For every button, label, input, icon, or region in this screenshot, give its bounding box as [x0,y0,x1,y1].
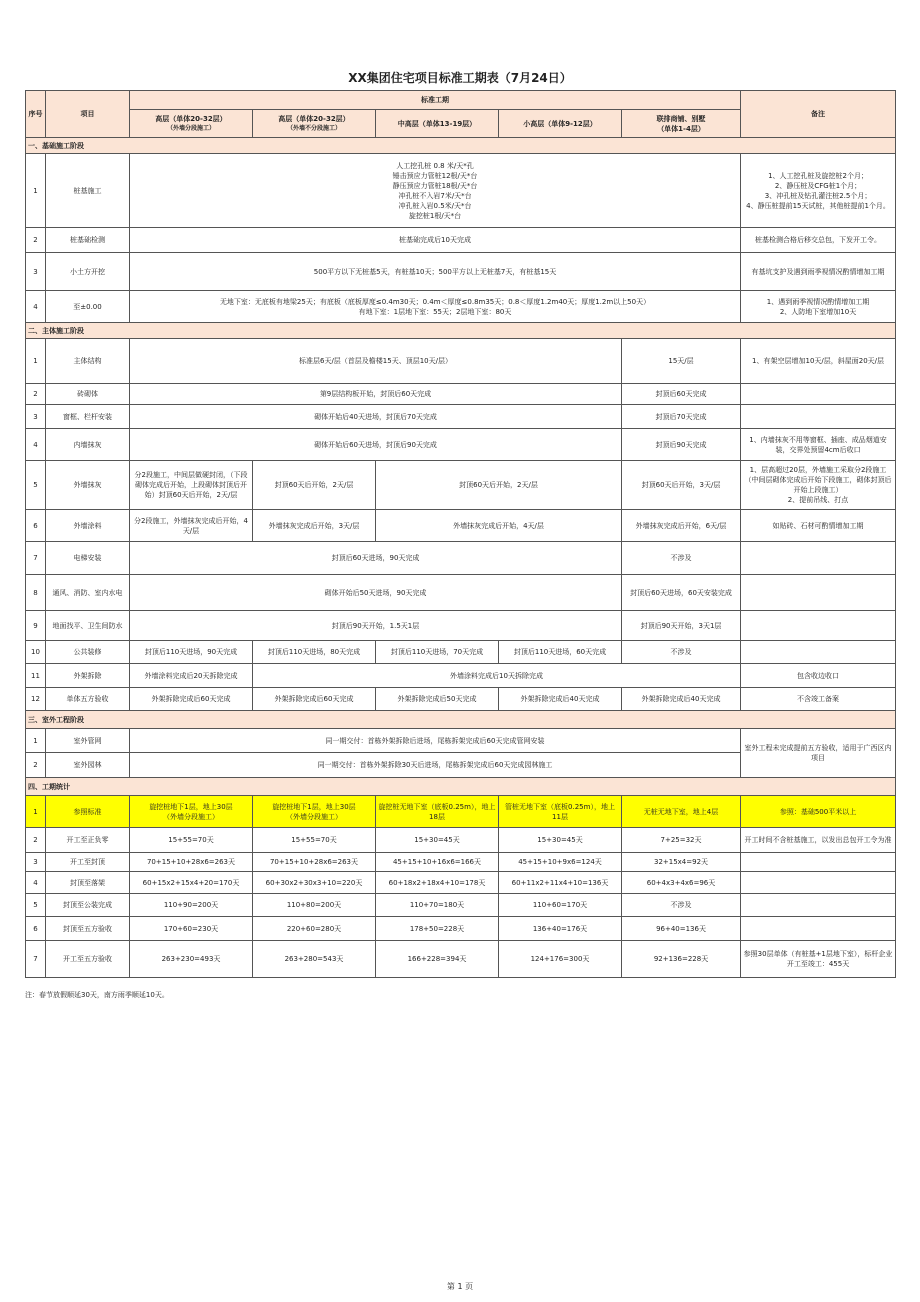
header-col5: 联排商铺、别墅 （单体1-4层） [622,110,741,138]
table-row: 12 单体五方验收 外架拆除完成后60天完成 外架拆除完成后60天完成 外架拆除完成后50天完成 外架拆除完成后40天完成 外架拆除完成后40天完成 不含竣工备案 [26,688,896,711]
schedule-table [25,90,896,978]
table-row: 1 主体结构 标准层6天/层（首层及檐楼15天、顶层10天/层） 15天/层 1、有架空层增加10天/层，斜屋面20天/层 [26,339,896,384]
table-row: 1 参照标准 旋挖桩地下1层，地上30层 （外墙分段施工） 旋挖桩地下1层，地上30层 （外墙分段施工） 旋挖桩无地下室（底板0.25m），地上18层 管桩无地下室（底板0.25m），地上11层 无桩无地下室，地上4层 参照：基础500平米以上 [26,796,896,828]
table-row: 1 室外管网 同一期交付：首栋外架拆除后进场，尾栋拆架完成后60天完成管网安装 室外工程未完成提前五方验收，适用于广西区内项目 [26,729,896,753]
table-row: 2 室外园林 同一期交付：首栋外架拆除30天后进场，尾栋拆架完成后60天完成园林施工 [26,753,896,778]
section-title: 三、室外工程阶段 [26,711,896,729]
header-col4: 小高层（单体9-12层） [499,110,622,138]
table-row: 2 桩基础检测 桩基础完成后10天完成 桩基检测合格后移交总包，下发开工令。 [26,228,896,253]
footnote: 注：春节放假顺延30天，南方雨季顺延10天。 [25,991,169,999]
table-row: 9 地面找平、卫生间防水 封顶后90天开始，1.5天1层 封顶后90天开始，3天1层 [26,611,896,641]
table-row: 2 砖砌体 第9层结构板开始，封顶后60天完成 封顶后60天完成 [26,384,896,405]
table-row: 10 公共装修 封顶后110天进场，90天完成 封顶后110天进场，80天完成 封顶后110天进场，70天完成 封顶后110天进场，60天完成 不涉及 [26,641,896,664]
page-number: 第 1 页 [446,1282,474,1291]
header-period: 标准工期 [130,91,741,110]
table-row: 4 封顶至落架 60+15x2+15x4+20=170天 60+30x2+30x3+10=220天 60+18x2+18x4+10=178天 60+11x2+11x4+10=136天 60+4x3+4x6=96天 [26,872,896,894]
table-row: 11 外架拆除 外墙涂料完成后20天拆除完成 外墙涂料完成后10天拆除完成 包含收边收口 [26,664,896,688]
header-col2: 高层（单体20-32层） （外墙不分段施工） [253,110,376,138]
table-row: 3 小土方开挖 500平方以下无桩基5天，有桩基10天；500平方以上无桩基7天，有桩基15天 有基坑支护及遇到雨季视情况酌情增加工期 [26,253,896,291]
header-col1: 高层（单体20-32层） （外墙分段施工） [130,110,253,138]
section-title: 四、工期统计 [26,778,896,796]
table-row: 5 封顶至公装完成 110+90=200天 110+80=200天 110+70=180天 110+60=170天 不涉及 [26,894,896,917]
header-col3: 中高层（单体13-19层） [376,110,499,138]
header-item: 项目 [46,91,130,138]
table-row: 4 内墙抹灰 砌体开始后60天进场，封顶后90天完成 封顶后90天完成 1、内墙抹灰不用等窗框、插座、成品烟道安装，交界处预留4cm后收口 [26,429,896,461]
table-row: 4 至±0.00 无地下室：无底板有地梁25天；有底板（底板厚度≤0.4m30天；0.4m＜厚度≤0.8m35天；0.8＜厚度1.2m40天；厚度1.2m以上50天） 有地下室：1层地下室：55天；2层地下室：80天 1、遇到雨季视情况酌情增加工期 2、人防地下室增加10天 [26,291,896,323]
table-row: 8 通风、消防、室内水电 砌体开始后50天进场，90天完成 封顶后60天进场，60天安装完成 [26,575,896,611]
table-row: 6 外墙涂料 分2段施工，外墙抹灰完成后开始，4天/层 外墙抹灰完成后开始，3天/层 外墙抹灰完成后开始，4天/层 外墙抹灰完成后开始，6天/层 如贴砖、石材可酌情增加工期 [26,510,896,542]
header-remark: 备注 [741,91,896,138]
page-title: XX集团住宅项目标准工期表（7月24日） [348,71,572,85]
table-row: 5 外墙抹灰 分2段施工，中间层做硬封闭，（下段砌体完成后开始，上段砌体封顶后开始）封顶60天后开始，2天/层 封顶60天后开始，2天/层 封顶60天后开始，2天/层 封顶60天后开始，3天/层 1、层高超过20层，外墙施工采取分2段施工（中间层砌体完成后开始下段施工，砌体封顶后开始上段施工） 2、提前吊线、打点 [26,461,896,510]
header-seq: 序号 [26,91,46,138]
table-row: 7 电梯安装 封顶后60天进场，90天完成 不涉及 [26,542,896,575]
table-row: 1 桩基施工 人工挖孔桩 0.8 米/天*孔 锤击预应力管桩12根/天*台 静压预应力管桩18根/天*台 冲孔桩不入岩7米/天*台 冲孔桩入岩0.5米/天*台 旋挖桩1根/天*台 1、人工挖孔桩及旋挖桩2个月； 2、静压桩及CFG桩1个月； 3、冲孔桩及钻孔灌注桩2.5个月； 4、静压桩提前15天试桩，其他桩提前1个月。 [26,154,896,228]
table-row: 3 窗框、栏杆安装 砌体开始后40天进场，封顶后70天完成 封顶后70天完成 [26,405,896,429]
section-title: 一、基础施工阶段 [26,138,896,154]
table-row: 2 开工至正负零 15+55=70天 15+55=70天 15+30=45天 15+30=45天 7+25=32天 开工时间不含桩基施工，以发出总包开工令为准 [26,828,896,853]
table-row: 3 开工至封顶 70+15+10+28x6=263天 70+15+10+28x6=263天 45+15+10+16x6=166天 45+15+10+9x6=124天 32+15x4=92天 [26,853,896,872]
section-title: 二、主体施工阶段 [26,323,896,339]
table-row: 6 封顶至五方验收 170+60=230天 220+60=280天 178+50=228天 136+40=176天 96+40=136天 [26,917,896,941]
table-row: 7 开工至五方验收 263+230=493天 263+280=543天 166+228=394天 124+176=300天 92+136=228天 参照30层单体（有桩基+1层地下室），标杆企业开工至竣工：455天 [26,941,896,978]
